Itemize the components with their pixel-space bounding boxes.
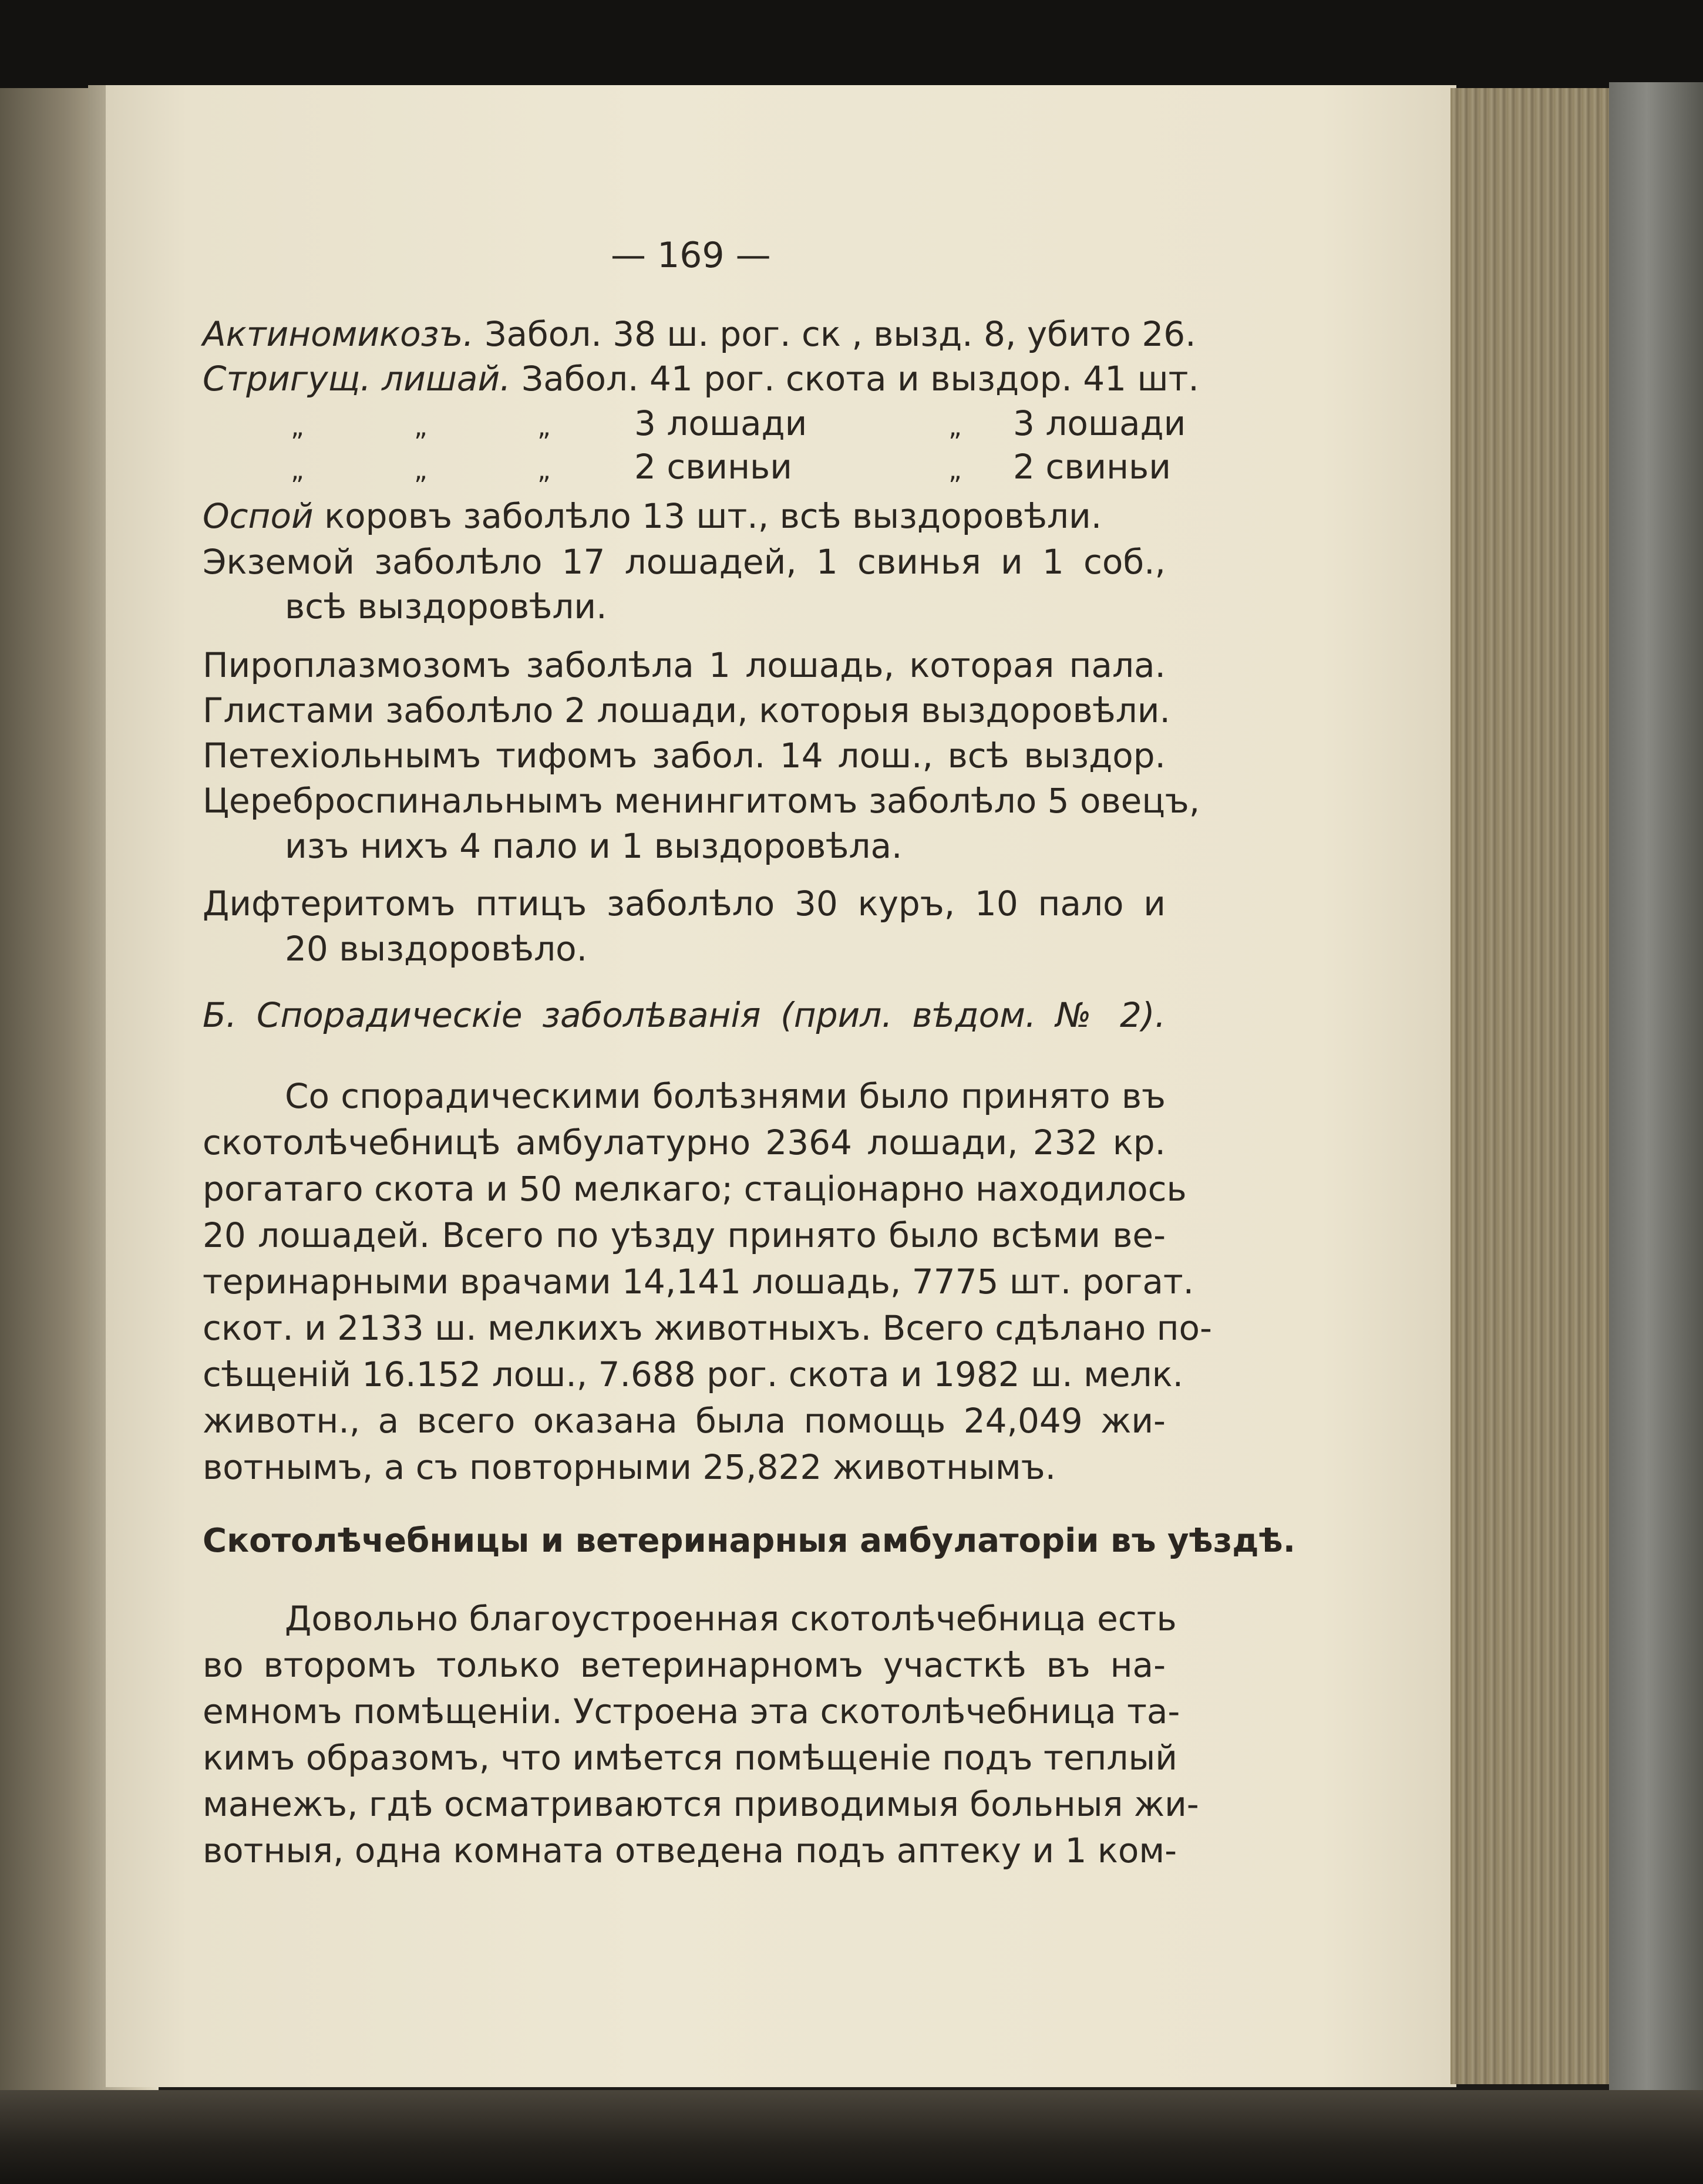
- text-line-typhus: Петехіольнымъ тифомъ забол. 14 лош., всѣ выздор.: [203, 736, 1166, 776]
- ditto-right-value: 2 свиньи: [1013, 447, 1171, 487]
- ditto-mark: „: [414, 456, 428, 486]
- ditto-mark: „: [414, 412, 428, 442]
- scan-bottom-background: [0, 2090, 1703, 2184]
- text-line-eczema-cont: всѣ выздоровѣли.: [285, 587, 607, 626]
- disease-stats: коровъ заболѣло 13 шт., всѣ выздоровѣли.: [313, 496, 1102, 536]
- text-line-diphtheria-cont: 20 выздоровѣло.: [285, 929, 588, 969]
- disease-stats: Забол. 38 ш. рог. ск , вызд. 8, убито 26.: [473, 314, 1196, 354]
- text-line-diphtheria: Дифтеритомъ птицъ заболѣло 30 куръ, 10 пало и: [203, 884, 1166, 924]
- paragraph-line: емномъ помѣщеніи. Устроена эта скотолѣчебница та-: [203, 1691, 1180, 1731]
- ditto-left-value: 3 лошади: [634, 403, 807, 443]
- text-line-worms: Глистами заболѣло 2 лошади, которыя выздоровѣли.: [203, 690, 1170, 730]
- disease-name: Стригущ. лишай.: [203, 359, 511, 399]
- disease-stats: Забол. 41 рог. скота и выздор. 41 шт.: [510, 359, 1199, 399]
- text-line-piroplasmosis: Пироплазмозомъ заболѣла 1 лошадь, которая пала.: [203, 645, 1166, 685]
- text-line-meningitis-cont: изъ нихъ 4 пало и 1 выздоровѣла.: [285, 826, 903, 866]
- paragraph-line: 20 лошадей. Всего по уѣзду принято было всѣми ве-: [203, 1215, 1166, 1255]
- page-block-edges: [1450, 88, 1615, 2084]
- paragraph-line: скот. и 2133 ш. мелкихъ животныхъ. Всего сдѣлано по-: [203, 1308, 1212, 1348]
- section-b-title: Б. Спорадическіе заболѣванія (прил. вѣдом. № 2).: [203, 995, 1166, 1035]
- disease-name: Оспой: [203, 496, 314, 536]
- paragraph-line: манежъ, гдѣ осматриваются приводимыя больныя жи-: [203, 1784, 1199, 1824]
- section-heading: Скотолѣчебницы и ветеринарныя амбулаторіи въ уѣздѣ.: [203, 1522, 1295, 1560]
- text-line-meningitis: Цереброспинальнымъ менингитомъ заболѣло 5 овецъ,: [203, 781, 1200, 821]
- ditto-left-value: 2 свиньи: [634, 447, 792, 487]
- ditto-mark: „: [948, 456, 962, 486]
- ditto-row-horses: [203, 403, 1186, 444]
- page-number: — 169 —: [611, 235, 771, 276]
- ditto-mark: „: [291, 456, 304, 486]
- text-line-actinomycosis: [203, 314, 1196, 354]
- paragraph-line: рогатаго скота и 50 мелкаго; стаціонарно находилось: [203, 1169, 1187, 1209]
- disease-name: Актиномикозъ.: [203, 314, 474, 354]
- paragraph-line: вотныя, одна комната отведена подъ аптеку и 1 ком-: [203, 1831, 1177, 1870]
- text-line-smallpox: [203, 496, 1102, 536]
- paragraph-line: во второмъ только ветеринарномъ участкѣ въ на-: [203, 1645, 1166, 1685]
- ditto-mark: „: [537, 456, 551, 486]
- text-line-eczema: Экземой заболѣло 17 лошадей, 1 свинья и 1 соб.,: [203, 542, 1166, 582]
- scan-top-background: [0, 0, 1703, 88]
- paragraph-line: кимъ образомъ, что имѣется помѣщеніе подъ теплый: [203, 1738, 1177, 1778]
- ditto-mark: „: [537, 412, 551, 442]
- paragraph-line: теринарными врачами 14,141 лошадь, 7775 шт. рогат.: [203, 1262, 1194, 1302]
- ditto-mark: „: [291, 412, 304, 442]
- paragraph-line: животн., а всего оказана была помощь 24,049 жи-: [203, 1401, 1166, 1441]
- paragraph-line: сѣщеній 16.152 лош., 7.688 рог. скота и 1982 ш. мелк.: [203, 1354, 1184, 1394]
- book-cover-edge: [1609, 82, 1703, 2102]
- paragraph-line: скотолѣчебницѣ амбулатурно 2364 лошади, 232 кр.: [203, 1123, 1166, 1162]
- paragraph-line: вотнымъ, а съ повторными 25,822 животнымъ.: [203, 1447, 1056, 1487]
- ditto-mark: „: [948, 412, 962, 442]
- ditto-right-value: 3 лошади: [1013, 403, 1186, 443]
- text-line-ringworm: [203, 359, 1199, 399]
- paragraph-line: Довольно благоустроенная скотолѣчебница есть: [285, 1599, 1177, 1639]
- paragraph-line: Со спорадическими болѣзнями было принято въ: [285, 1076, 1166, 1116]
- ditto-row-pigs: [203, 447, 1171, 487]
